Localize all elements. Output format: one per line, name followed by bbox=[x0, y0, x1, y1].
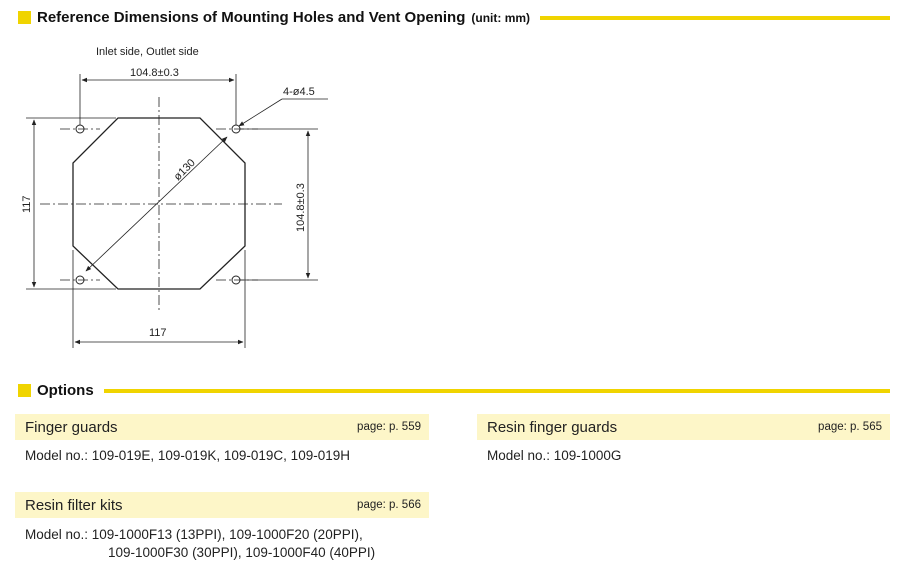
option-resin-finger-guards bbox=[477, 414, 890, 440]
top-pitch-label: 104.8±0.3 bbox=[130, 67, 179, 79]
hole-leader bbox=[239, 99, 328, 126]
left-dimension bbox=[26, 118, 116, 289]
model-numbers bbox=[25, 448, 350, 463]
dimensions-section-title: Reference Dimensions of Mounting Holes and Vent Opening bbox=[37, 9, 466, 26]
left-height-label: 117 bbox=[21, 195, 33, 213]
model-line: Model no.: 109-1000G bbox=[487, 448, 622, 463]
section-rule bbox=[104, 389, 890, 393]
diameter-label: ø130 bbox=[171, 156, 198, 184]
bottom-width-label: 117 bbox=[149, 327, 167, 339]
right-pitch-label: 104.8±0.3 bbox=[295, 183, 307, 232]
page-reference[interactable]: page: p. 566 bbox=[357, 499, 421, 511]
page-reference[interactable]: page: p. 565 bbox=[818, 421, 882, 433]
page-reference[interactable]: page: p. 559 bbox=[357, 421, 421, 433]
model-line: 109-1000F30 (30PPI), 109-1000F40 (40PPI) bbox=[108, 545, 376, 560]
model-numbers bbox=[25, 526, 375, 562]
model-line: Model no.: 109-1000F13 (13PPI), 109-1000F20 (20PPI), bbox=[25, 527, 363, 542]
options-section-title: Options bbox=[37, 382, 94, 399]
option-resin-filter-kits bbox=[15, 492, 429, 518]
mounting-holes bbox=[76, 125, 240, 284]
unit-label: (unit: mm) bbox=[471, 10, 531, 25]
option-name: Finger guards bbox=[25, 418, 118, 436]
option-name: Resin finger guards bbox=[487, 418, 618, 436]
model-line: Model no.: 109-019E, 109-019K, 109-019C, 109-019H bbox=[25, 448, 350, 463]
option-name: Resin filter kits bbox=[25, 496, 123, 514]
section-marker-icon bbox=[18, 384, 31, 397]
hole-callout: 4-ø4.5 bbox=[283, 86, 315, 98]
side-label: Inlet side, Outlet side bbox=[96, 46, 199, 58]
option-finger-guards bbox=[15, 414, 429, 440]
model-numbers bbox=[487, 448, 621, 463]
options-section-header bbox=[18, 382, 890, 399]
